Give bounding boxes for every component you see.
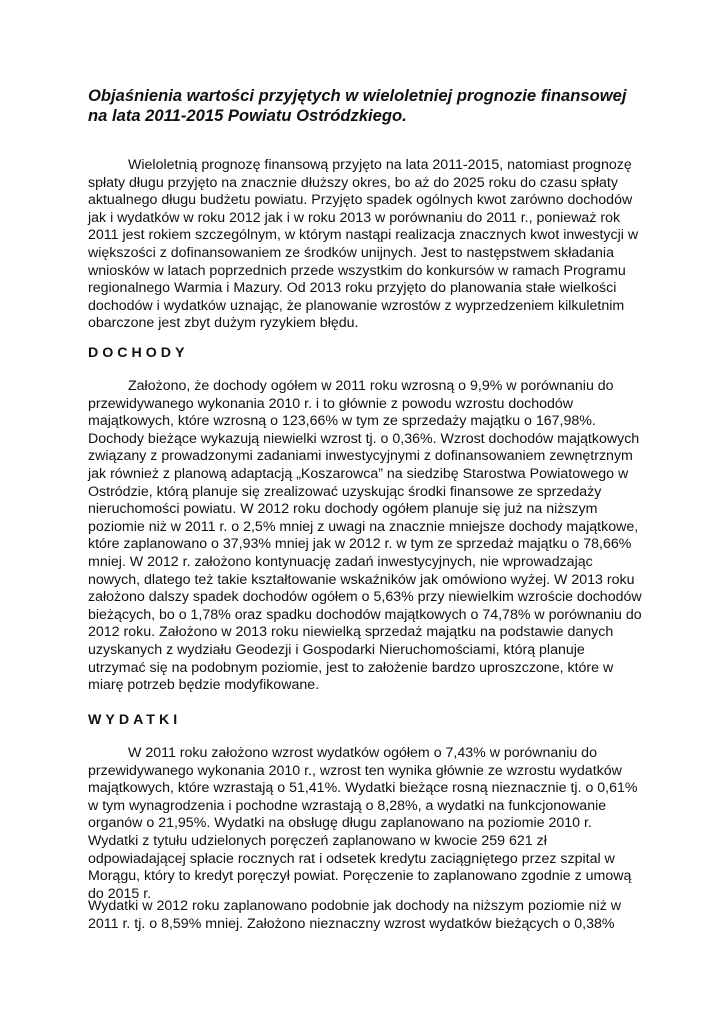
section-heading-wydatki: WYDATKI xyxy=(88,712,182,728)
section-heading-dochody: DOCHODY xyxy=(88,345,189,361)
wydatki-paragraph-2: Wydatki w 2012 roku zaplanowano podobnie jak dochody na niższym poziomie niż w 2011 r. tj. o 8,59% mniej. Założono nieznaczny wzrost wydatków bieżących o 0,38% xyxy=(88,898,621,932)
document-title: Objaśnienia wartości przyjętych w wieloletniej prognozie finansowej na lata 2011-2015 Powiatu Ostródzkiego. xyxy=(88,86,627,125)
wydatki-paragraph-1: W 2011 roku założono wzrost wydatków ogółem o 7,43% w porównaniu do przewidywanego wykonania 2010 r., wzrost ten wynika głównie ze wzrostu wydatków majątkowych, które wzrastają o 51,41%. Wydatki bieżące rosną nieznacznie tj. o 0,61% w tym wynagrodzenia i pochodne wzrastają o 8,28%, a wydatki na funkcjonowanie organów o 21,95%. Wydatki na obsługę długu zaplanowano na poziomie 2010 r. Wydatki z tytułu udzielonych poręczeń zaplanowano w kwocie 259 621 zł odpowiadającej spłacie rocznych rat i odsetek kredytu zaciągniętego przez szpital w Morągu, który to kredyt poręczył powiat. Poręczenie to zaplanowano zgodnie z umową do 2015 r. xyxy=(88,745,638,902)
dochody-paragraph: Założono, że dochody ogółem w 2011 roku wzrosną o 9,9% w porównaniu do przewidywanego wykonania 2010 r. i to głównie z powodu wzrostu dochodów majątkowych, które wzrosną o 123,66% w tym ze sprzedaży majątku o 167,98%. Dochody bieżące wykazują niewielki wzrost tj. o 0,36%. Wzrost dochodów majątkowych związany z prowadzonymi zadaniami inwestycyjnymi z dofinansowaniem zewnętrznym jak również z planową adaptacją „Koszarowca” na siedzibę Starostwa Powiatowego w Ostródzie, którą planuje się zrealizować uzyskując środki finansowe ze sprzedaży nieruchomości powiatu. W 2012 roku dochody ogółem planuje się już na niższym poziomie niż w 2011 r. o 2,5% mniej z uwagi na znacznie mniejsze dochody majątkowe, które zaplanowano o 37,93% mniej jak w 2012 r. w tym ze sprzedaż majątku o 78,66% mniej. W 2012 r. założono kontynuację zadań inwestycyjnych, nie wprowadzając nowych, dlatego też takie kształtowanie wskaźników jak omówiono wyżej. W 2013 roku założono dalszy spadek dochodów ogółem o 5,63% przy niewielkim wzroście dochodów bieżących, bo o 1,78% oraz spadku dochodów majątkowych o 74,78% w porównaniu do 2012 roku. Założono w 2013 roku niewielką sprzedaż majątku na podstawie danych uzyskanych z wydziału Geodezji i Gospodarki Nieruchomościami, którą planuje utrzymać się na podobnym poziomie, jest to założenie bardzo uproszczone, które w miarę potrzeb będzie modyfikowane. xyxy=(88,378,642,694)
intro-paragraph: Wieloletnią prognozę finansową przyjęto na lata 2011-2015, natomiast prognozę spłaty długu przyjęto na znacznie dłuższy okres, bo aż do 2025 roku do czasu spłaty aktualnego długu budżetu powiatu. Przyjęto spadek ogólnych kwot zarówno dochodów jak i wydatków w roku 2012 jak i w roku 2013 w porównaniu do 2011 r., ponieważ rok 2011 jest rokiem szczególnym, w którym nastąpi realizacja znacznych kwot inwestycji w większości z dofinansowaniem ze środków unijnych. Jest to następstwem składania wniosków w latach poprzednich przede wszystkim do konkursów w ramach Programu regionalnego Warmia i Mazury. Od 2013 roku przyjęto do planowania stałe wielkości dochodów i wydatków uznając, że planowanie wzrostów z wyprzedzeniem kilkuletnim obarczone jest zbyt dużym ryzykiem błędu. xyxy=(88,157,639,332)
